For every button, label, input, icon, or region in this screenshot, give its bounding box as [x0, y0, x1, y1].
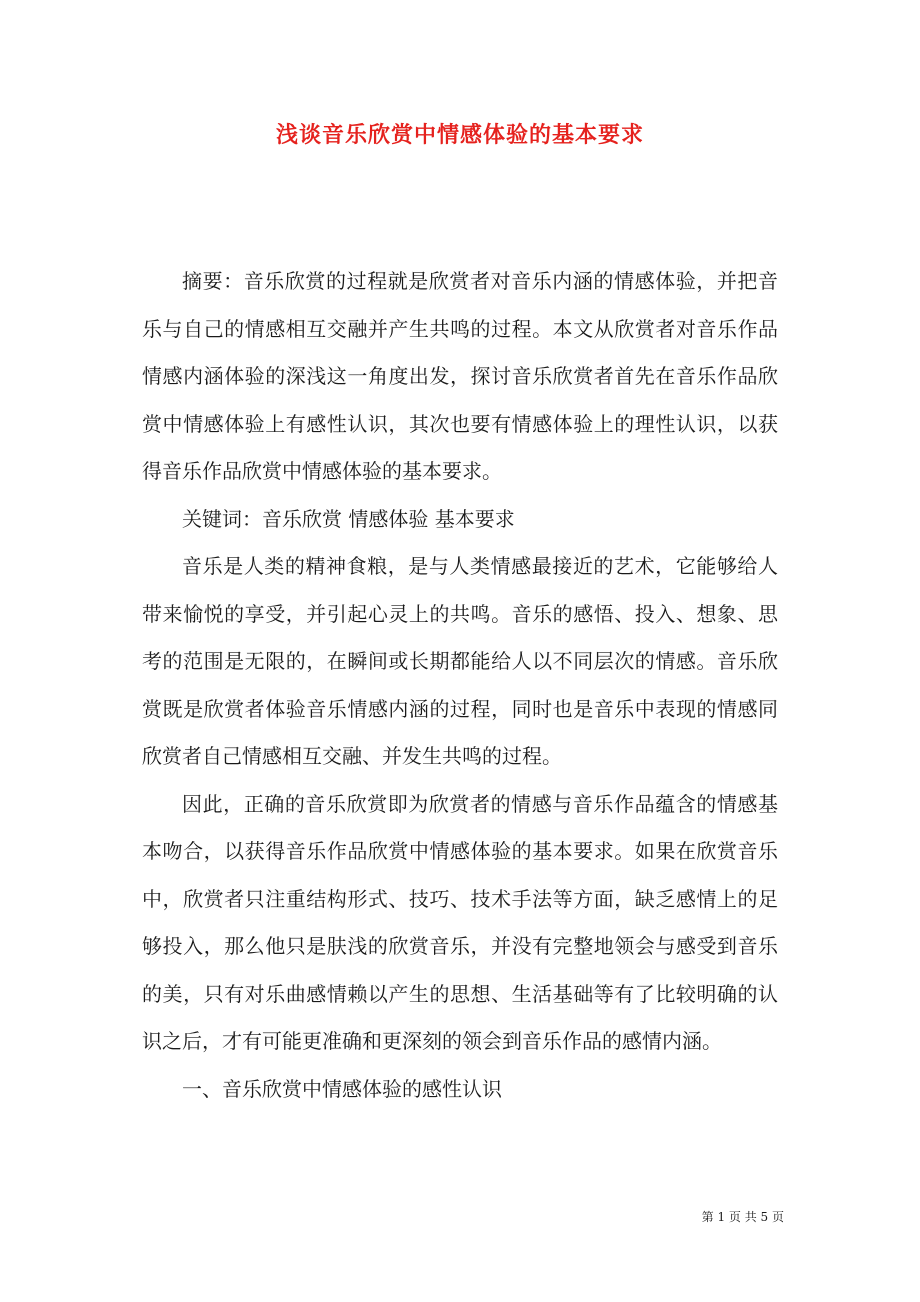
- document-title: 浅谈音乐欣赏中情感体验的基本要求: [275, 122, 644, 148]
- keywords-paragraph: 关键词：音乐欣赏 情感体验 基本要求: [182, 506, 515, 531]
- body-paragraph: 因此，正确的音乐欣赏即为欣赏者的情感与音乐作品蕴含的情感基本吻合，以获得音乐作品欣赏中情感体验的基本要求。如果在欣赏音乐中，欣赏者只注重结构形式、技巧、技术手法等方面，缺乏感情上的足够投入，那么他只是肤浅的欣赏音乐，并没有完整地领会与感受到音乐的美，只有对乐曲感情赖以产生的思想、生活基础等有了比较明确的认识之后，才有可能更准确和更深刻的领会到音乐作品的感情内涵。: [142, 791, 778, 1053]
- page-number: 第 1 页 共 5 页: [701, 1210, 784, 1224]
- document-body: [142, 258, 778, 1113]
- section-heading: 一、音乐欣赏中情感体验的感性认识: [182, 1076, 502, 1101]
- body-paragraph: 音乐是人类的精神食粮，是与人类情感最接近的艺术，它能够给人带来愉悦的享受，并引起心灵上的共鸣。音乐的感悟、投入、想象、思考的范围是无限的，在瞬间或长期都能给人以不同层次的情感。音乐欣赏既是欣赏者体验音乐情感内涵的过程，同时也是音乐中表现的情感同欣赏者自己情感相互交融、并发生共鸣的过程。: [142, 554, 778, 768]
- abstract-paragraph: 摘要：音乐欣赏的过程就是欣赏者对音乐内涵的情感体验，并把音乐与自己的情感相互交融并产生共鸣的过程。本文从欣赏者对音乐作品情感内涵体验的深浅这一角度出发，探讨音乐欣赏者首先在音乐作品欣赏中情感体验上有感性认识，其次也要有情感体验上的理性认识，以获得音乐作品欣赏中情感体验的基本要求。: [142, 269, 778, 483]
